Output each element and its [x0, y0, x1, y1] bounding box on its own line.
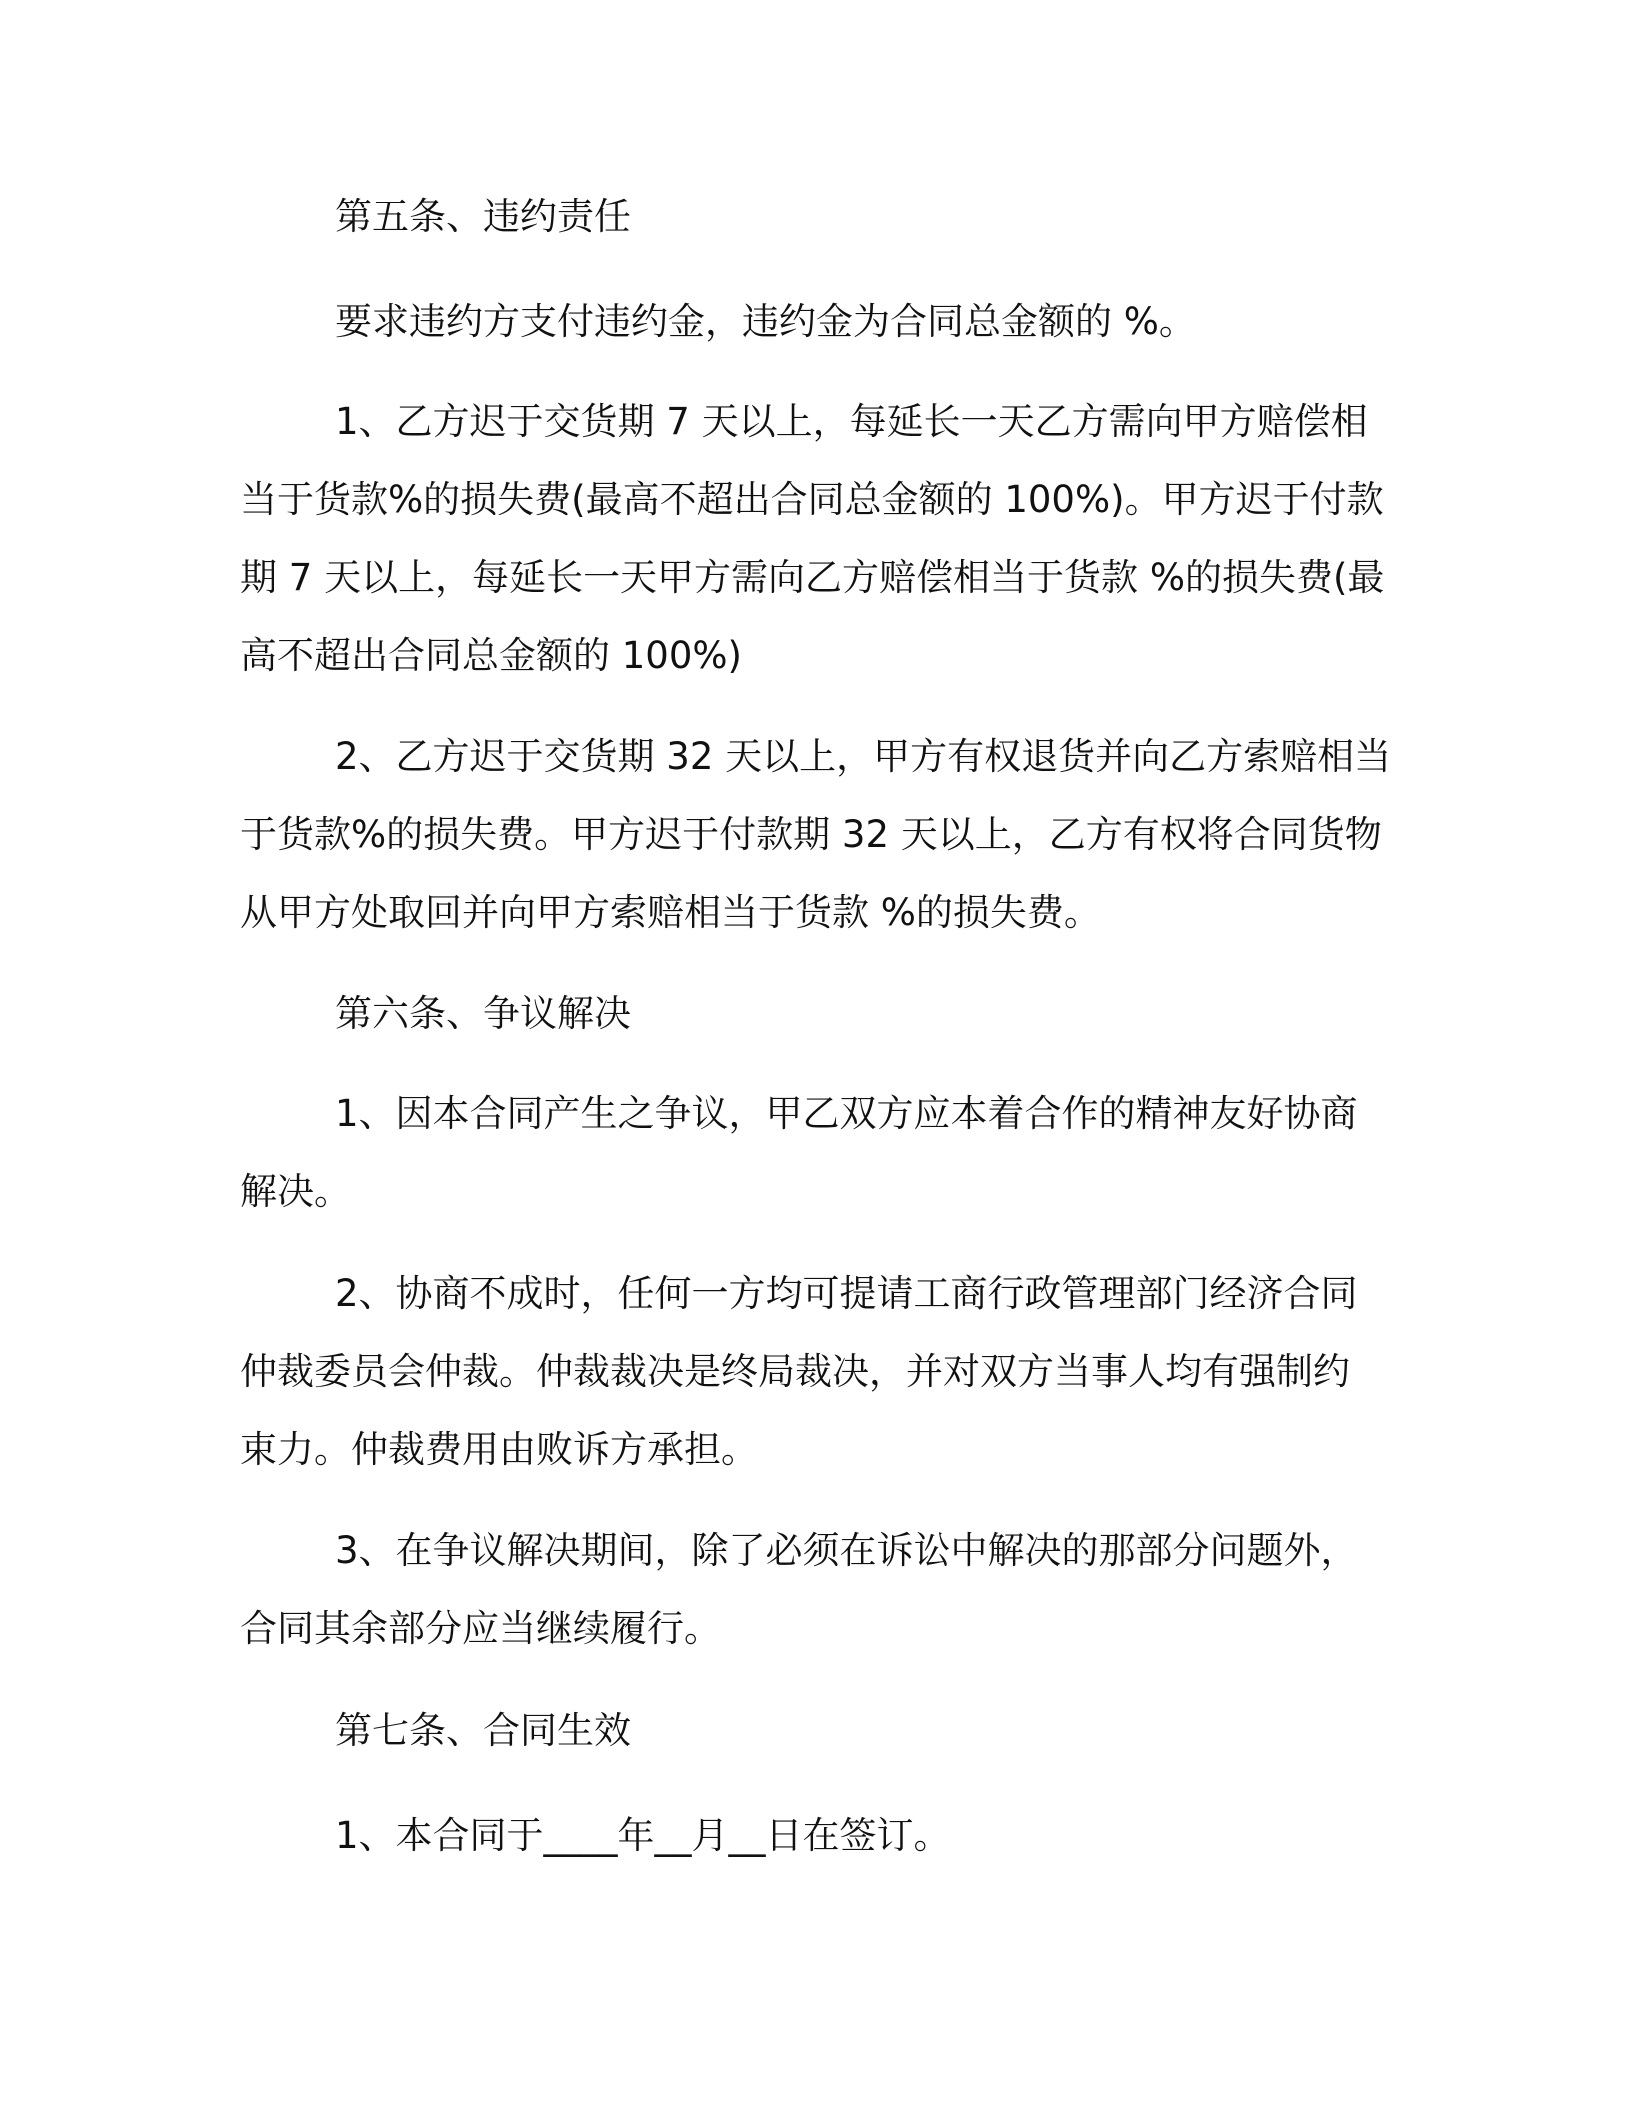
paragraph-line: 1、乙方迟于交货期 7 天以上，每延长一天乙方需向甲方赔偿相 [335, 400, 1368, 443]
paragraph-line: 2、协商不成时，任何一方均可提请工商行政管理部门经济合同 [335, 1272, 1358, 1315]
paragraph-line: 2、乙方迟于交货期 32 天以上，甲方有权退货并向乙方索赔相当 [335, 735, 1392, 778]
article-7-heading [240, 1692, 1485, 1770]
article-5-item-2 [240, 718, 1390, 952]
article-6-item-2 [240, 1255, 1390, 1489]
article-6-item-3 [240, 1512, 1390, 1668]
article-6-heading [240, 975, 1485, 1053]
heading-text: 第七条、合同生效 [335, 1709, 631, 1752]
paragraph-line: 期 7 天以上，每延长一天甲方需向乙方赔偿相当于货款 %的损失费(最 [240, 556, 1385, 599]
paragraph-text: 要求违约方支付违约金，违约金为合同总金额的 %。 [335, 300, 1196, 343]
article-7-item-1 [240, 1797, 1485, 1875]
paragraph-line: 于货款%的损失费。甲方迟于付款期 32 天以上，乙方有权将合同货物 [240, 813, 1382, 856]
article-5-heading [240, 178, 1485, 256]
paragraph-text: 1、本合同于____年__月__日在签订。 [335, 1814, 951, 1857]
paragraph-line: 3、在争议解决期间，除了必须在诉讼中解决的那部分问题外， [335, 1529, 1358, 1572]
paragraph-line: 合同其余部分应当继续履行。 [240, 1607, 721, 1650]
paragraph-line: 仲裁委员会仲裁。仲裁裁决是终局裁决，并对双方当事人均有强制约 [240, 1350, 1350, 1393]
paragraph-line: 1、因本合同产生之争议，甲乙双方应本着合作的精神友好协商 [335, 1092, 1358, 1135]
article-5-intro [240, 283, 1485, 361]
paragraph-line: 从甲方处取回并向甲方索赔相当于货款 %的损失费。 [240, 891, 1101, 934]
paragraph-line: 当于货款%的损失费(最高不超出合同总金额的 100%)。甲方迟于付款 [240, 478, 1384, 521]
heading-text: 第五条、违约责任 [335, 195, 631, 238]
paragraph-line: 束力。仲裁费用由败诉方承担。 [240, 1428, 758, 1471]
article-5-item-1 [240, 383, 1390, 695]
paragraph-line: 高不超出合同总金额的 100%) [240, 634, 742, 677]
heading-text: 第六条、争议解决 [335, 992, 631, 1035]
article-6-item-1 [240, 1075, 1390, 1231]
paragraph-line: 解决。 [240, 1170, 351, 1213]
